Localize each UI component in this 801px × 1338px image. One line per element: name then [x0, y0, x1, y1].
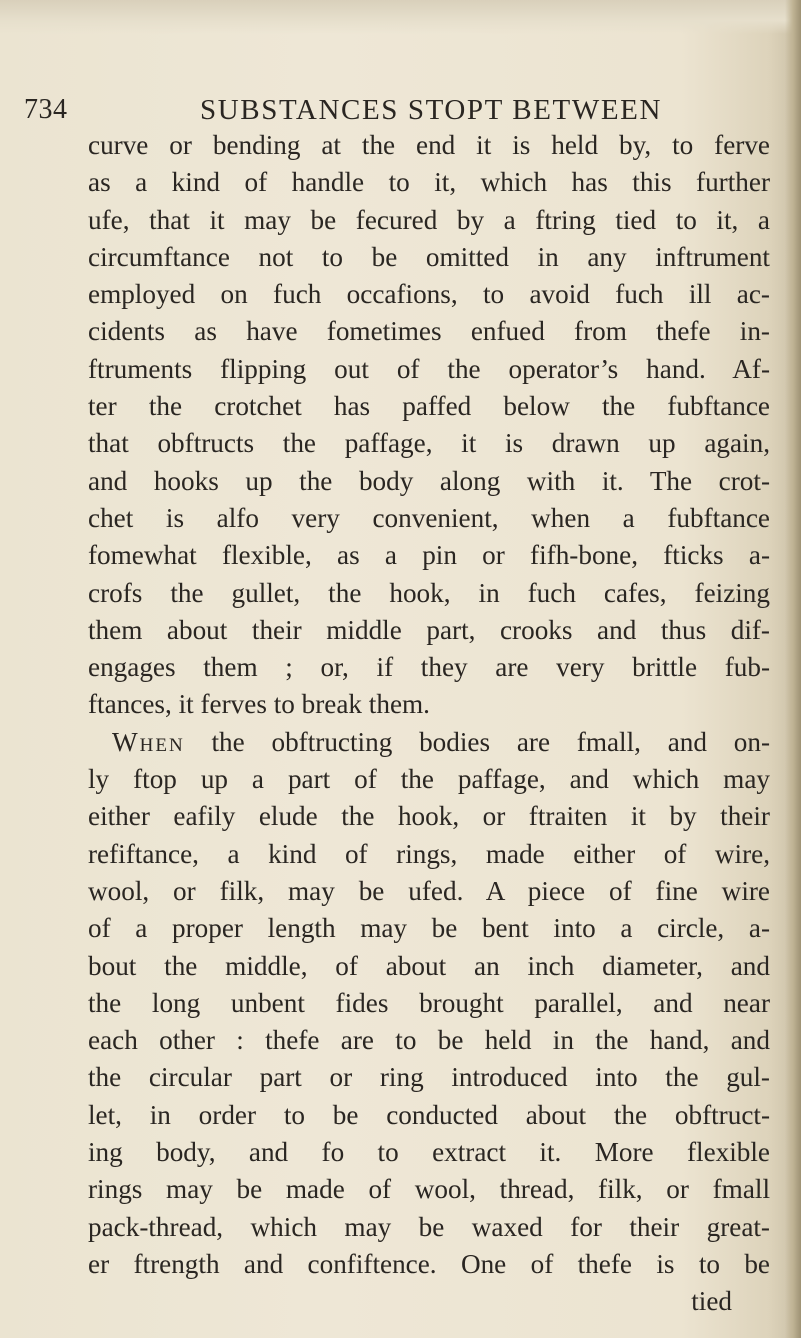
body-text	[88, 127, 770, 1332]
text-line: ufe, that it may be fecured by a ftring tied to it, a	[88, 204, 770, 235]
text-line: that obftructs the paffage, it is drawn up again,	[88, 428, 770, 459]
text-line: ing body, and fo to extract it. More flexible	[88, 1137, 770, 1168]
page-top-shadow	[0, 0, 801, 34]
page-binding-edge	[785, 0, 801, 1338]
text-line: fomewhat flexible, as a pin or fifh-bone, fticks a-	[88, 540, 770, 571]
running-head: SUBSTANCES STOPT BETWEEN	[200, 94, 663, 126]
text-line: ftruments flipping out of the operator’s hand. Af-	[88, 353, 770, 384]
paragraph-lead-word: When	[112, 726, 185, 757]
text-line-rest: the obftructing bodies are fmall, and on-	[211, 726, 770, 757]
text-line: employed on fuch occafions, to avoid fuch ill ac-	[88, 279, 770, 310]
text-line: curve or bending at the end it is held by, to ferve	[88, 130, 770, 160]
text-line: them about their middle part, crooks and thus dif-	[88, 614, 770, 645]
text-line: circumftance not to be omitted in any inftrument	[88, 241, 770, 272]
text-line: wool, or filk, may be ufed. A piece of fine wire	[88, 875, 770, 906]
text-line: pack-thread, which may be waxed for their great-	[88, 1211, 770, 1242]
page-header	[24, 88, 764, 132]
text-line: cidents as have fometimes enfued from thefe in-	[88, 316, 770, 347]
text-line: either eafily elude the hook, or ftraiten it by their	[88, 801, 770, 832]
text-line: of a proper length may be bent into a circle, a-	[88, 913, 770, 944]
text-line: bout the middle, of about an inch diameter, and	[88, 950, 770, 981]
text-line: as a kind of handle to it, which has this further	[88, 167, 770, 198]
text-line: ly ftop up a part of the paffage, and which may	[88, 764, 770, 795]
text-line: er ftrength and confiftence. One of thefe is to be	[88, 1248, 770, 1279]
text-line: refiftance, a kind of rings, made either of wire,	[88, 838, 770, 869]
text-line: engages them ; or, if they are very brittle fub-	[88, 652, 770, 683]
text-line: the circular part or ring introduced into the gul-	[88, 1062, 770, 1093]
text-line: crofs the gullet, the hook, in fuch cafes, feizing	[88, 577, 770, 608]
text-line: chet is alfo very convenient, when a fubftance	[88, 502, 770, 533]
page-number: 734	[24, 94, 68, 125]
text-line: each other : thefe are to be held in the hand, and	[88, 1025, 770, 1056]
paragraph-end-line: ftances, it ferves to break them.	[88, 689, 430, 720]
text-line: ter the crotchet has paffed below the fubftance	[88, 391, 770, 422]
text-line: the long unbent fides brought parallel, and near	[88, 987, 770, 1018]
catchword: tied	[691, 1286, 732, 1317]
text-line: and hooks up the body along with it. The crot-	[88, 465, 770, 496]
paragraph-start-line	[88, 724, 770, 761]
text-line: let, in order to be conducted about the obftruct-	[88, 1099, 770, 1130]
text-line: rings may be made of wool, thread, filk, or fmall	[88, 1174, 770, 1205]
